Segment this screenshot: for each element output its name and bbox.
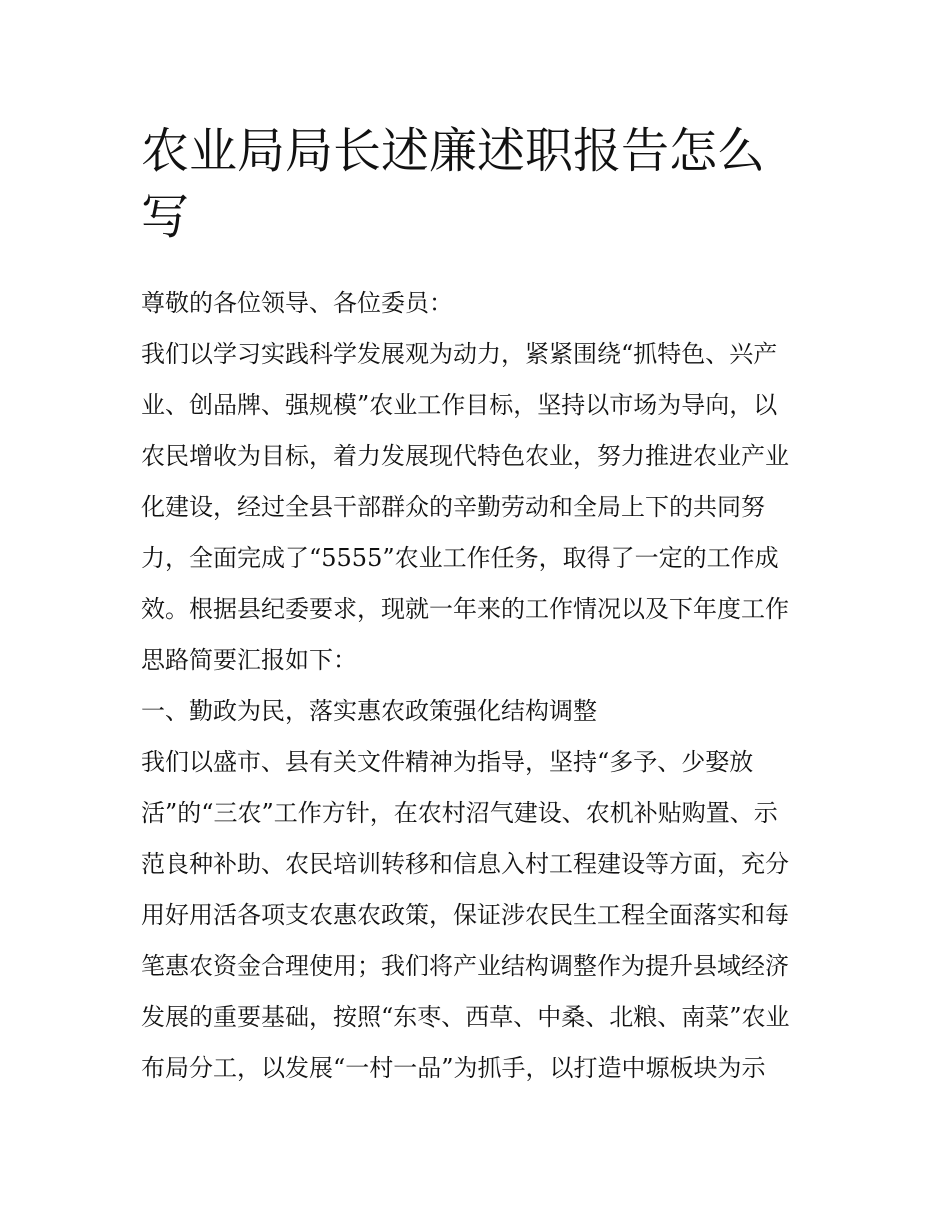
body-line: 我们以盛市、县有关文件精神为指导，坚持“多予、少娶放 (141, 748, 754, 776)
title-line-1: 农业局局长述廉述职报告怎么 (141, 123, 766, 179)
document-body (141, 278, 813, 1094)
body-line: 笔惠农资金合理使用；我们将产业结构调整作为提升县域经济 (141, 952, 789, 980)
body-line: 业、创品牌、强规模”农业工作目标，坚持以市场为导向，以 (141, 391, 778, 419)
section-heading: 一、勤政为民，落实惠农政策强化结构调整 (141, 697, 597, 725)
body-line: 布局分工，以发展“一村一品”为抓手，以打造中塬板块为示 (141, 1054, 766, 1082)
body-line: 活”的“三农”工作方针，在农村沼气建设、农机补贴购置、示 (141, 799, 778, 827)
document-title (141, 118, 821, 250)
title-line-2: 写 (141, 189, 190, 245)
body-line: 效。根据县纪委要求，现就一年来的工作情况以及下年度工作 (141, 595, 789, 623)
body-line: 发展的重要基础，按照“东枣、西草、中桑、北粮、南菜”农业 (141, 1003, 790, 1031)
body-line: 范良种补助、农民培训转移和信息入村工程建设等方面，充分 (141, 850, 789, 878)
body-line: 农民增收为目标，着力发展现代特色农业，努力推进农业产业 (141, 442, 789, 470)
salutation-line: 尊敬的各位领导、各位委员： (141, 289, 453, 317)
body-line: 用好用活各项支农惠农政策，保证涉农民生工程全面落实和每 (141, 901, 789, 929)
body-line: 思路简要汇报如下： (141, 646, 357, 674)
body-line: 我们以学习实践科学发展观为动力，紧紧围绕“抓特色、兴产 (141, 340, 778, 368)
body-line: 化建设，经过全县干部群众的辛勤劳动和全局上下的共同努 (141, 493, 765, 521)
body-line: 力，全面完成了“5555”农业工作任务，取得了一定的工作成 (141, 544, 779, 572)
